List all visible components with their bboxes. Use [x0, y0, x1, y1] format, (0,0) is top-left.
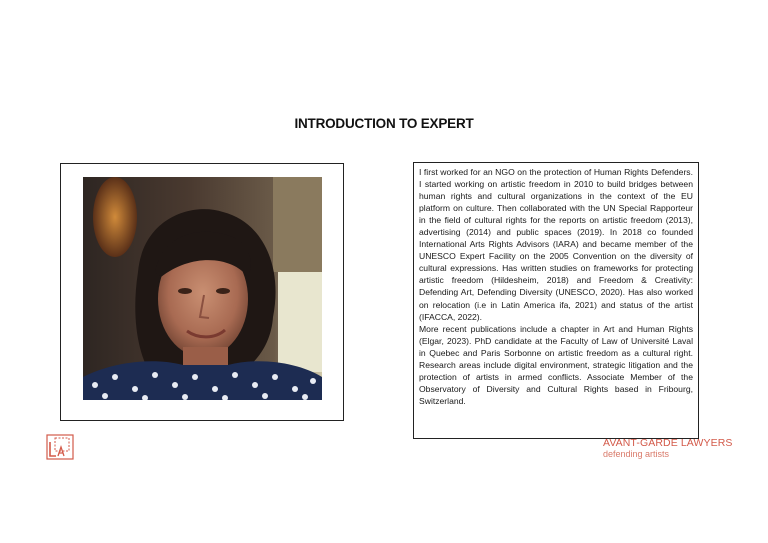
portrait-photo — [83, 177, 322, 400]
brand-logo — [603, 438, 732, 460]
brand-tagline: defending artists — [603, 449, 670, 459]
bio-box — [413, 162, 699, 439]
page-title: INTRODUCTION TO EXPERT — [294, 116, 474, 131]
bio-paragraph-1: I first worked for an NGO on the protection of Human Rights Defenders. I started working on artistic freedom in 2010 to build bridges between human rights and cultural organizations in the context of the EU platform on culture. Then collaborated with the UN Special Rapporteur in the field of cultural rights for the reports on artistic freedom (2013), advertising (2014) and public spaces (2019). In 2018 co founded International Arts Rights Advisors (IARA) and became member of the UNESCO Expert Facility on the 2005 Convention on the diversity of cultural expressions. Has written studies on frameworks for protecting artistic freedom (Hildesheim, 2018) and Freedom & Creativity: Defending Art, Defending Diversity (UNESCO, 2020). Has also worked on relocation (i.e in Latin America ifa, 2021) and status of the artist (IFACCA, 2022). — [419, 167, 693, 322]
logo-mark-icon — [46, 434, 74, 460]
brand-name: AVANT-GARDE LAWYERS — [603, 437, 733, 449]
bio-paragraph-2: More recent publications include a chapter in Art and Human Rights (Elgar, 2023). PhD candidate at the Faculty of Law of Université Laval in Quebec and Paris Sorbonne on artistic freedom as a cultural right. Research areas include digital environment, strategic litigation and the protection of artists in armed conflicts. Associate Member of the Observatory of Diversity and Cultural Rights based in Fribourg, Switzerland. — [419, 323, 693, 406]
